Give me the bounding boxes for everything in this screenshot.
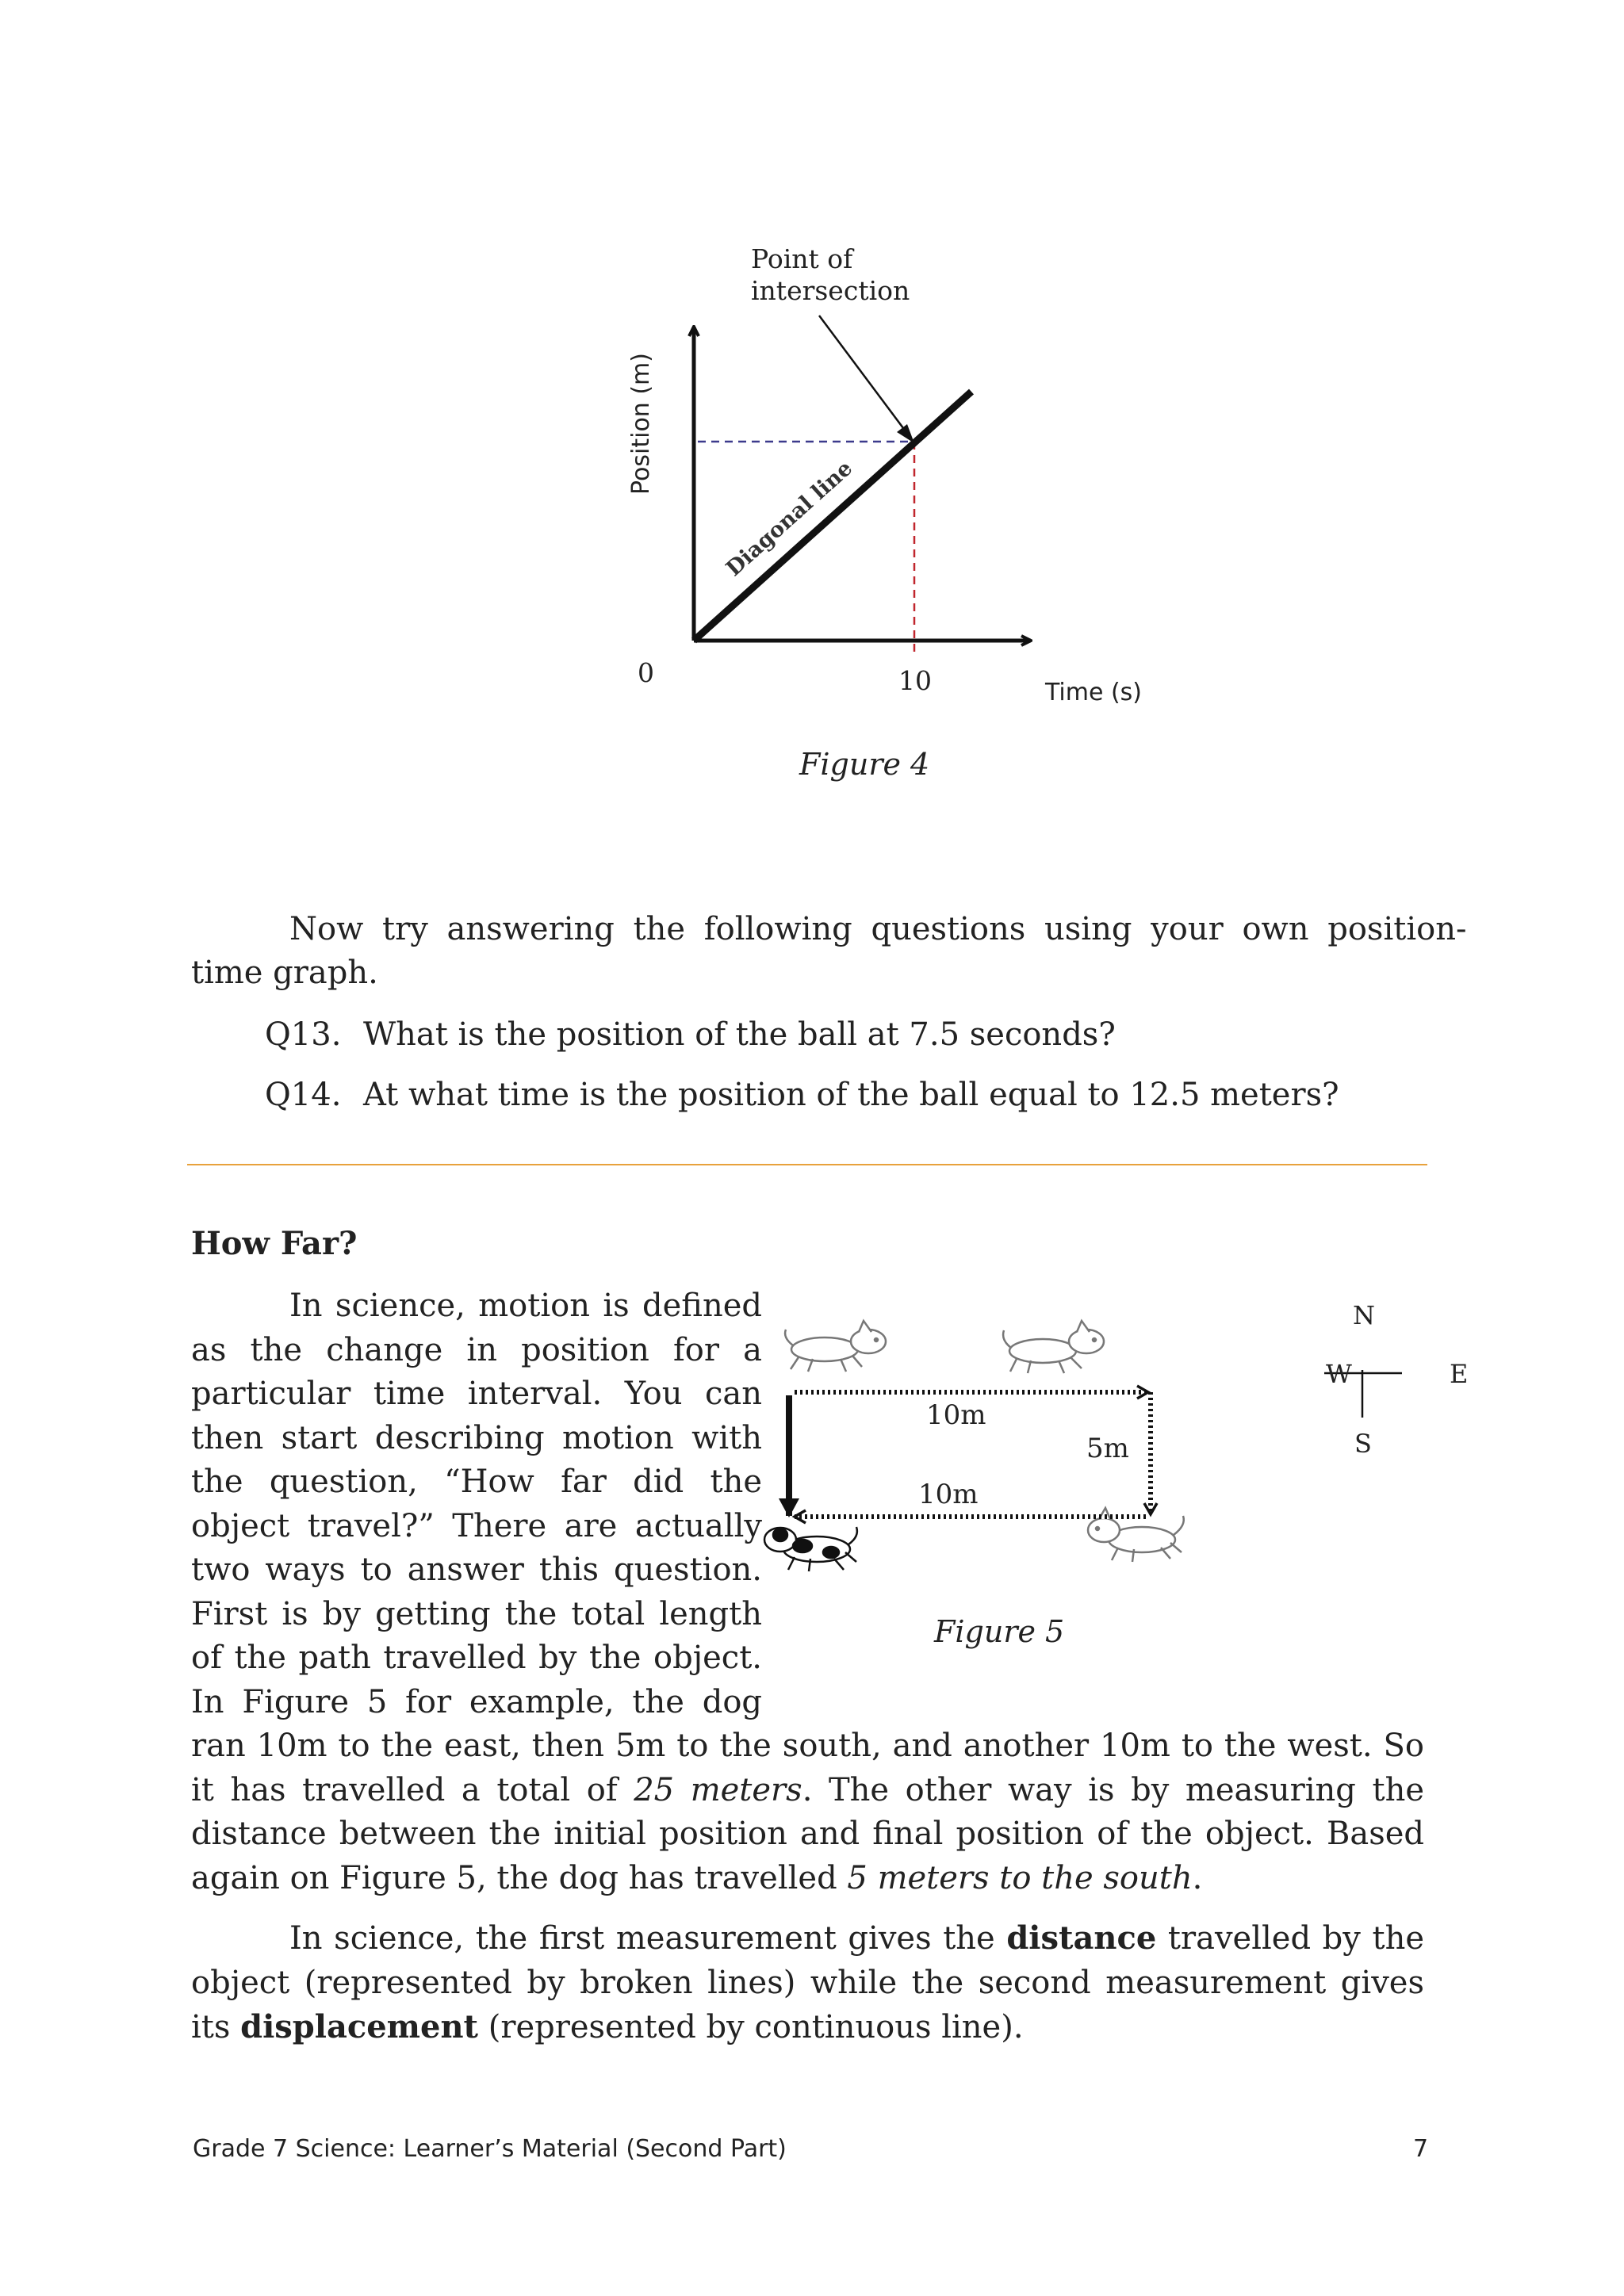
compass-rose	[1324, 1300, 1468, 1459]
motion-paragraph-text-1: In science, motion is defined as the change in position for a particular time interval. You can then start describing motion with the question, “How far did the object travel?” There are actually two ways to answer this question. First is by getting the total length of the path travelled by the object. In Figure 5 for example, the dog ran 10m to the east, then 5m to the south, and another 10m to the west. So it has travelled a total of	[191, 1288, 1424, 1808]
definition-text-2: travelled by the object (represented by broken lines) while the second measurement gives its	[191, 1920, 1424, 2045]
definition-paragraph	[191, 1916, 1424, 2050]
intro-line-2: time graph.	[191, 955, 378, 991]
footer-title: Grade 7 Science: Learner’s Material (Second Part)	[193, 2135, 787, 2163]
side-distance-label: 5m	[1086, 1433, 1129, 1464]
intro-line-1: Now try answering the following questions using your own position-	[289, 911, 1467, 947]
x-tick-label: 10	[898, 665, 932, 696]
compass-east: E	[1450, 1359, 1469, 1389]
compass-south: S	[1354, 1429, 1372, 1459]
figure-5-diagram	[745, 1284, 1538, 1649]
dog-top-middle-icon	[1003, 1321, 1104, 1373]
definition-text-3: (represented by continuous line).	[478, 2009, 1024, 2045]
figure-5-caption: Figure 5	[934, 1614, 1065, 1649]
question-13-text: What is the position of the ball at 7.5 seconds?	[363, 1016, 1116, 1053]
motion-paragraph-text-3: .	[1192, 1859, 1203, 1896]
diagonal-line-label: Diagonal line	[721, 456, 858, 582]
dog-top-left-icon	[785, 1321, 886, 1372]
top-distance-label: 10m	[926, 1399, 986, 1431]
section-divider	[187, 1164, 1427, 1165]
dog-bottom-right-icon	[1088, 1508, 1184, 1562]
displacement-value: 5 meters to the south	[847, 1859, 1193, 1896]
figure-4-caption: Figure 4	[799, 747, 930, 782]
origin-label: 0	[638, 657, 654, 688]
annotation-label-line2: intersection	[751, 275, 910, 306]
section-heading: How Far?	[191, 1225, 358, 1262]
intersection-arrowhead	[897, 424, 914, 443]
definition-text-1: In science, the first measurement gives the	[289, 1920, 1007, 1957]
diagonal-line	[694, 392, 971, 641]
question-13-number: Q13.	[265, 1016, 342, 1053]
compass-west: W	[1326, 1359, 1352, 1389]
question-13	[265, 1013, 1116, 1057]
intersection-arrow	[819, 316, 910, 438]
motion-paragraph-text-2: . The other way is by measuring the distance between the initial position and final position of the object. Based again on Figure 5, the dog has travelled	[191, 1771, 1424, 1896]
annotation-label-line1: Point of	[751, 243, 853, 274]
x-axis-label: Time (s)	[1045, 679, 1142, 706]
question-14-text: At what time is the position of the ball equal to 12.5 meters?	[363, 1077, 1339, 1113]
y-axis-label: Position (m)	[627, 353, 655, 495]
figure-4-graph	[0, 0, 1624, 809]
total-distance-value: 25 meters	[634, 1771, 802, 1808]
compass-north: N	[1353, 1300, 1375, 1330]
question-14-number: Q14.	[265, 1077, 342, 1113]
question-14	[265, 1073, 1339, 1117]
distance-term: distance	[1006, 1919, 1157, 1957]
bottom-distance-label: 10m	[918, 1479, 979, 1510]
page-number: 7	[1413, 2135, 1429, 2163]
displacement-term: displacement	[240, 2008, 479, 2045]
dog-bottom-left-icon	[764, 1527, 857, 1571]
